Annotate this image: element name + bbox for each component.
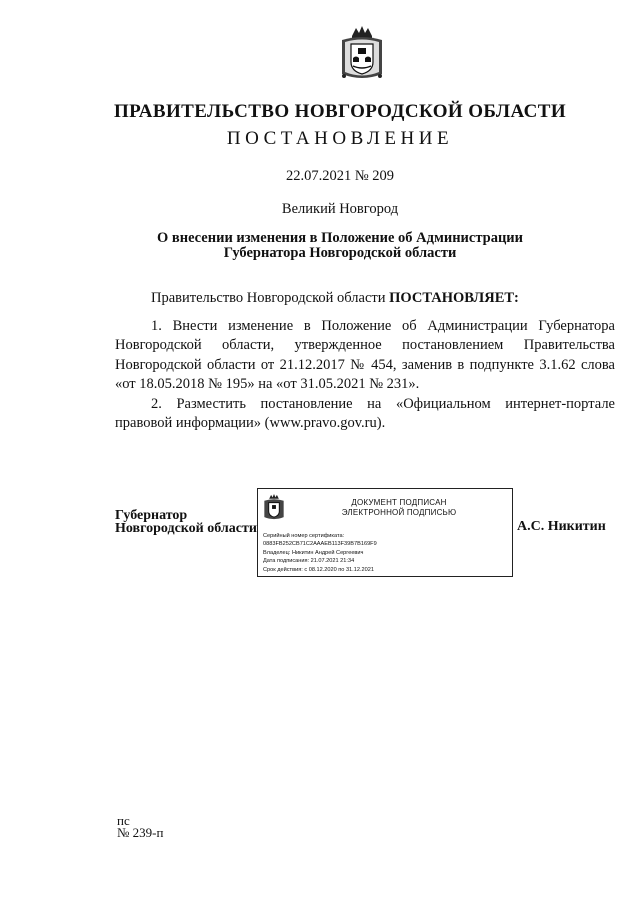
- document-place: Великий Новгород: [281, 201, 399, 217]
- stamp-details: [263, 532, 509, 574]
- body-item-2: 2. Разместить постановление на «Официальном интернет-портале правовой информации» (www.pravo.gov.ru).: [115, 395, 615, 431]
- document-type: ПОСТАНОВЛЕНИЕ: [226, 128, 454, 149]
- organization-title: ПРАВИТЕЛЬСТВО НОВГОРОДСКОЙ ОБЛАСТИ: [114, 101, 566, 122]
- electronic-signature-stamp: [257, 488, 513, 577]
- position-line-2: Новгородской области: [115, 521, 257, 536]
- coat-of-arms-icon: [338, 24, 386, 82]
- footer-line-1: пс: [117, 813, 130, 828]
- stamp-title: [294, 498, 504, 518]
- subject-line-1: О внесении изменения в Положение об Администрации: [156, 230, 524, 246]
- preamble: [115, 289, 615, 309]
- preamble-text: Правительство Новгородской области: [151, 290, 390, 306]
- document-date-number: 22.07.2021 № 209: [285, 168, 395, 184]
- footer-registration: [117, 815, 163, 839]
- document-subject: [0, 231, 640, 261]
- footer-line-2: № 239-п: [117, 825, 164, 840]
- stamp-serial-label: Серийный номер сертификата:: [263, 533, 345, 539]
- position-line-1: Губернатор: [115, 508, 188, 523]
- stamp-validity: Срок действия: с 08.12.2020 по 31.12.2021: [263, 566, 374, 573]
- stamp-owner: Владелец: Никитин Андрей Сергеевич: [263, 549, 364, 556]
- subject-line-2: Губернатора Новгородской области: [223, 245, 457, 261]
- stamp-serial-value: 0883FB252CB71C2AAAEB113F39B7B169F9: [263, 541, 377, 548]
- document-body: [115, 289, 615, 434]
- preamble-decree: ПОСТАНОВЛЯЕТ:: [389, 290, 519, 306]
- stamp-signed-date: Дата подписания: 21.07.2021 21:34: [263, 558, 355, 565]
- body-item-1: 1. Внести изменение в Положение об Администрации Губернатора Новгородской области, утвержденное постановлением Правительства Новгородской области от 21.12.2017 № 454, заменив в подпункте 3.1.62 слова «от 18.05.2018 № 195» на «от 31.05.2021 № 231».: [115, 317, 615, 392]
- signer-name: А.С. Никитин: [517, 519, 606, 534]
- signatory-position: [115, 509, 257, 535]
- stamp-emblem-icon: [262, 493, 286, 521]
- stamp-title-line-1: ДОКУМЕНТ ПОДПИСАН: [351, 498, 447, 507]
- stamp-title-line-2: ЭЛЕКТРОННОЙ ПОДПИСЬЮ: [341, 508, 457, 517]
